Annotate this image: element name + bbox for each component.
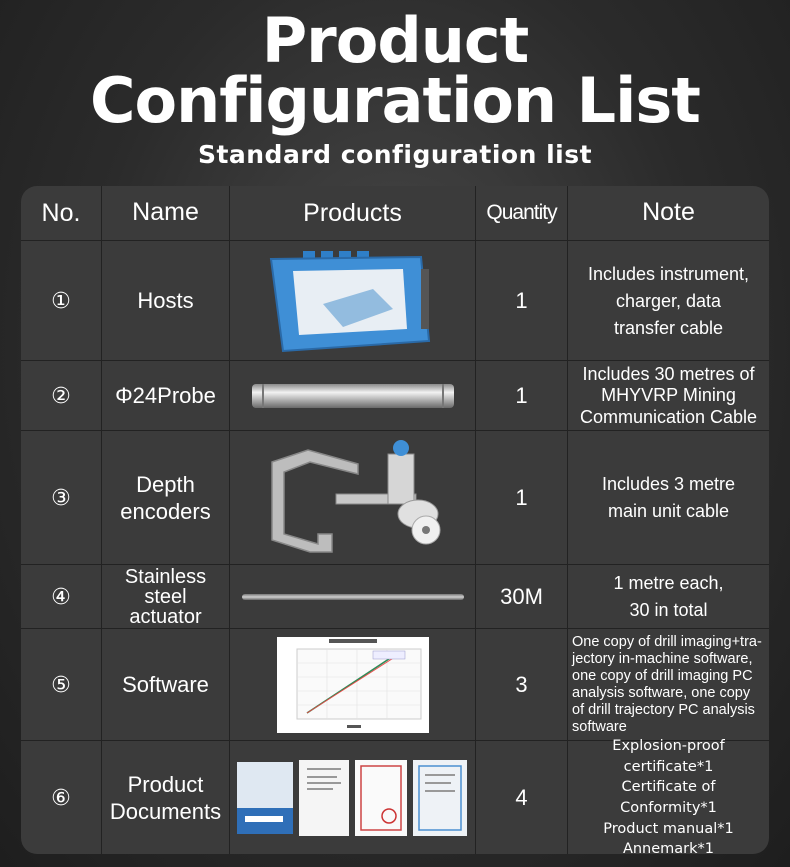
row-quantity: 3 — [475, 629, 567, 741]
row-note: 1 metre each, 30 in total — [567, 565, 769, 629]
row-number: ⑤ — [51, 672, 71, 698]
table-row — [21, 740, 769, 854]
depth-encoder-image — [229, 431, 475, 565]
product-documents-image — [229, 741, 475, 854]
header-note: Note — [567, 186, 769, 240]
row-number: ⑥ — [51, 785, 71, 811]
header-quantity: Quantity — [475, 186, 567, 240]
actuator-rod-image — [229, 565, 475, 629]
row-note: Includes 30 metres of MHYVRP Mining Communication Cable — [567, 361, 769, 431]
row-number: ③ — [51, 485, 71, 511]
row-name: Product Documents — [101, 741, 229, 854]
page-subtitle: Standard configuration list — [197, 140, 593, 169]
table-row — [21, 628, 769, 741]
row-note: One copy of drill imaging+tra- jectory in-machine software, one copy of drill imaging PC analysis software, one copy of drill trajectory PC analysis software — [567, 629, 769, 741]
host-device-image — [229, 241, 475, 361]
table-header-row — [21, 186, 769, 240]
header-no: No. — [41, 198, 81, 227]
row-quantity: 4 — [475, 741, 567, 854]
row-name: Stainless steel actuator — [101, 565, 229, 629]
page-title-line2: Configuration List — [90, 64, 700, 137]
table-row — [21, 430, 769, 565]
row-number: ① — [51, 288, 71, 314]
row-quantity: 1 — [475, 431, 567, 565]
row-number: ② — [51, 383, 71, 409]
probe-image — [229, 361, 475, 431]
row-name: Hosts — [101, 241, 229, 361]
row-quantity: 1 — [475, 241, 567, 361]
row-note: Explosion-proof certificate*1 Certificate of Conformity*1 Product manual*1 Annemark*1 — [567, 741, 769, 854]
row-name: Φ24Probe — [101, 361, 229, 431]
table-row — [21, 240, 769, 361]
row-name: Software — [101, 629, 229, 741]
page-title-line1: Product — [261, 4, 529, 77]
software-screenshot-image — [229, 629, 475, 741]
table-row — [21, 564, 769, 629]
row-number: ④ — [51, 584, 71, 610]
header-products: Products — [229, 186, 475, 240]
row-note: Includes instrument, charger, data transfer cable — [567, 241, 769, 361]
row-quantity: 30M — [475, 565, 567, 629]
configuration-table — [21, 186, 769, 854]
row-note: Includes 3 metre main unit cable — [567, 431, 769, 565]
row-name: Depth encoders — [101, 431, 229, 565]
table-row — [21, 360, 769, 431]
row-quantity: 1 — [475, 361, 567, 431]
header-name: Name — [101, 186, 229, 240]
